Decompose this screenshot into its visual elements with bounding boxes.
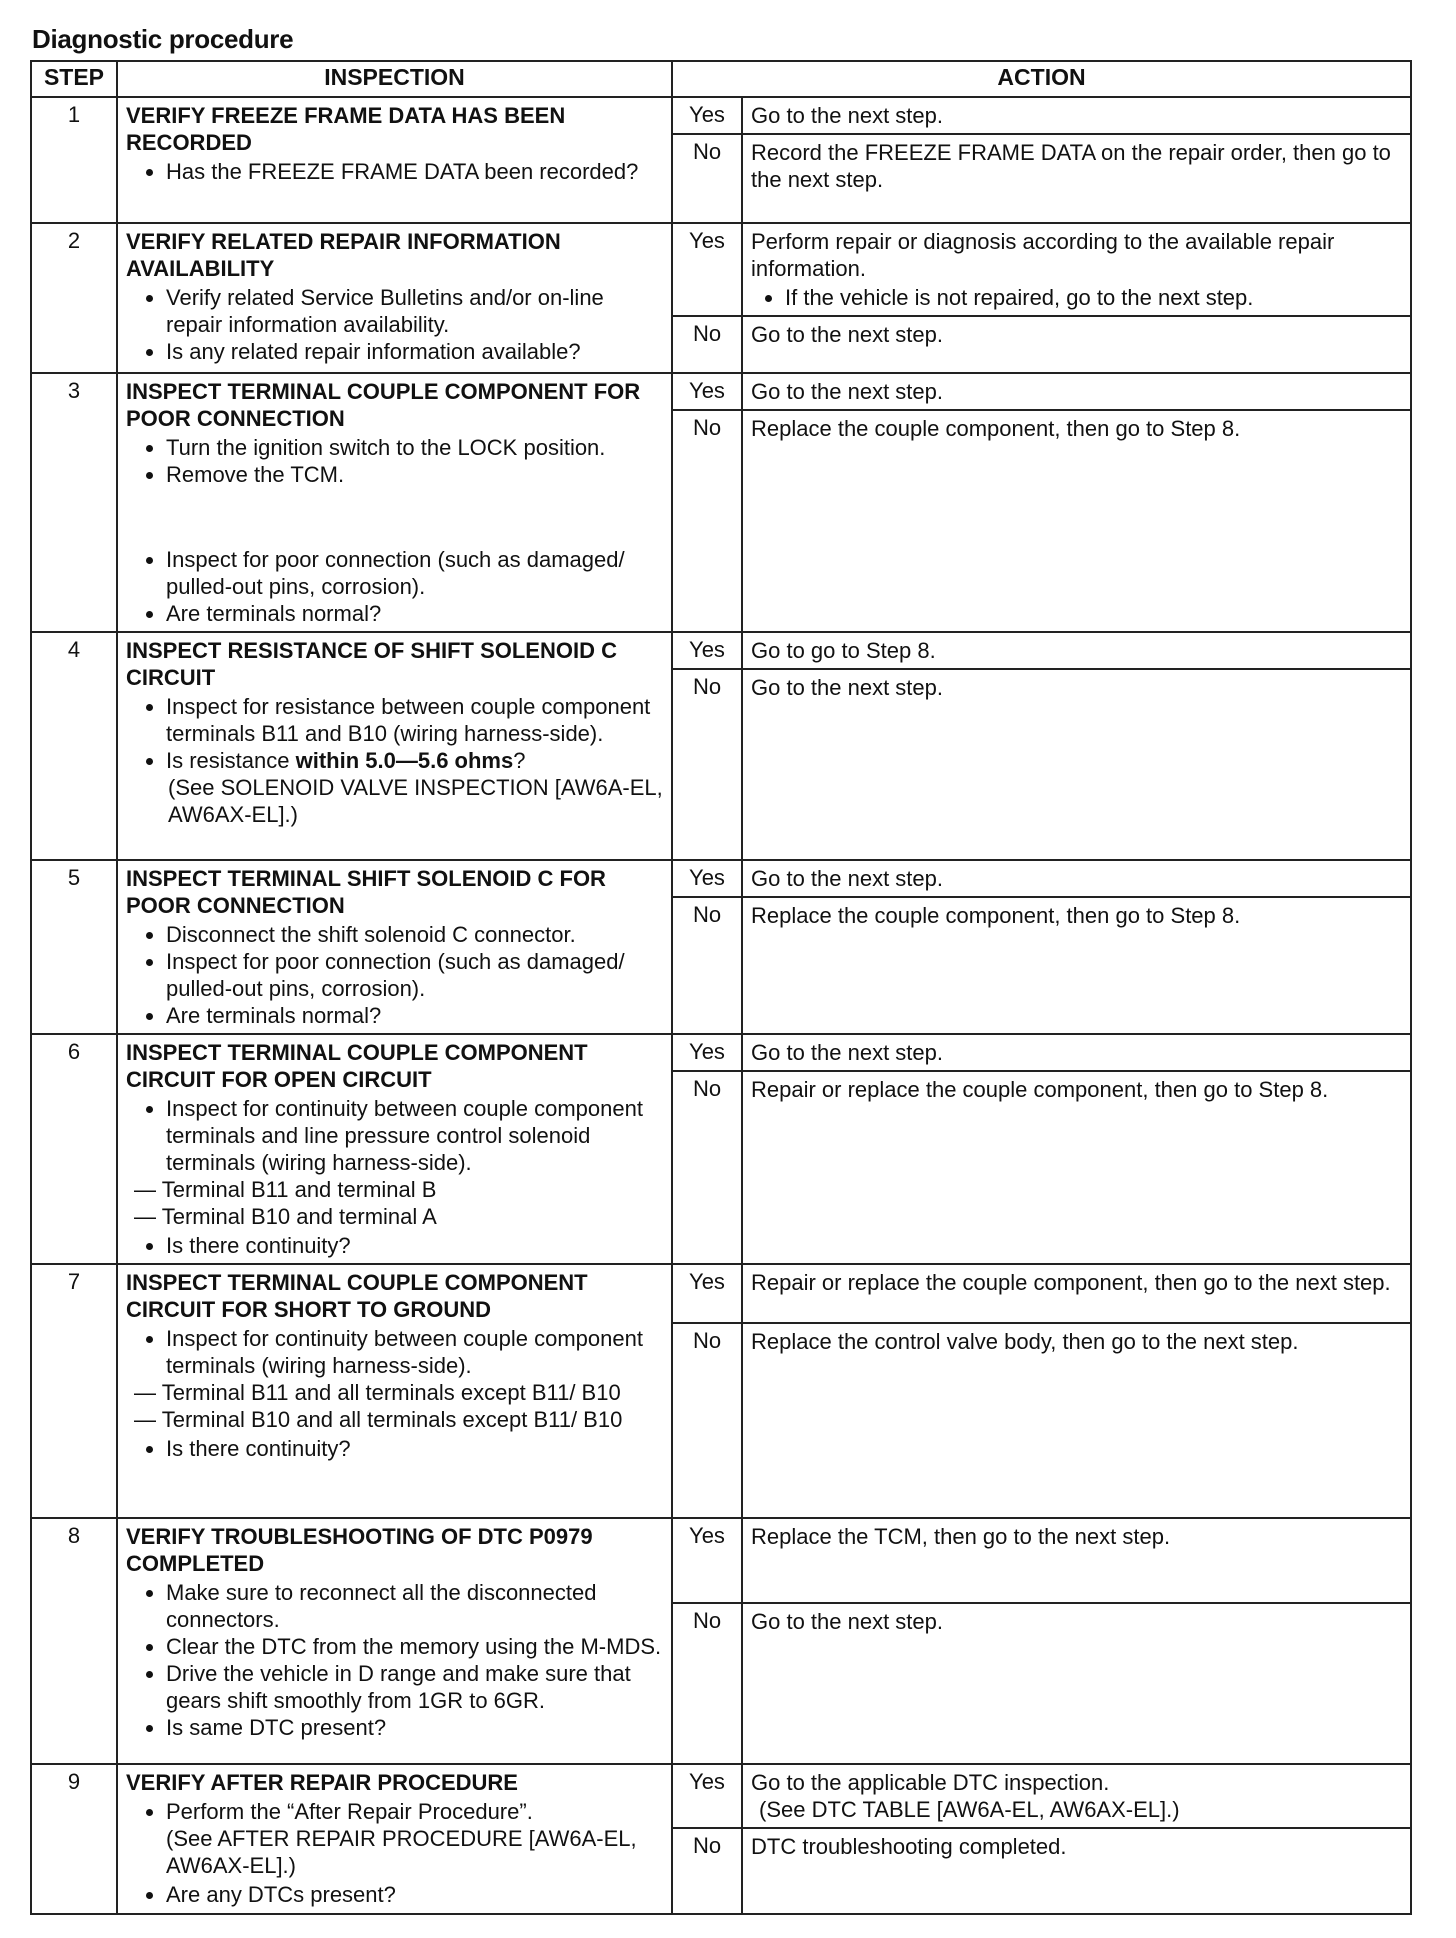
yes-action-cell <box>742 223 1411 316</box>
inspection-bullet: • Is any related repair information available? <box>166 338 665 365</box>
no-action: Go to the next step. <box>742 1603 1411 1764</box>
yes-action-cell <box>742 1764 1411 1828</box>
table-row <box>31 632 1411 669</box>
step-number: 1 <box>31 97 117 223</box>
table-row <box>31 1264 1411 1323</box>
step-heading: INSPECT TERMINAL COUPLE COMPONENT CIRCUIT FOR SHORT TO GROUND <box>126 1270 588 1322</box>
step-heading: VERIFY TROUBLESHOOTING OF DTC P0979 COMPLETED <box>126 1524 593 1576</box>
table-header-row <box>31 61 1411 97</box>
step-heading: INSPECT TERMINAL SHIFT SOLENOID C FOR POOR CONNECTION <box>126 866 606 918</box>
yes-label: Yes <box>672 1518 742 1603</box>
inspection-bullet: • Are any DTCs present? <box>166 1881 665 1908</box>
inspection-bullet <box>166 747 665 774</box>
no-action: Replace the control valve body, then go to the next step. <box>742 1323 1411 1518</box>
step-number: 5 <box>31 860 117 1034</box>
column-header-action: ACTION <box>672 61 1411 97</box>
inspection-bullet: • Inspect for continuity between couple component terminals (wiring harness-side). <box>166 1325 665 1379</box>
yes-action: Go to the next step. <box>742 97 1411 134</box>
no-label: No <box>672 1828 742 1914</box>
terminal-pair: — Terminal B11 and terminal B <box>134 1177 437 1202</box>
reference-note: (See DTC TABLE [AW6A-EL, AW6AX-EL].) <box>759 1797 1180 1822</box>
no-action: Go to the next step. <box>742 316 1411 373</box>
step-number: 7 <box>31 1264 117 1518</box>
inspection-cell <box>117 1264 672 1518</box>
inspection-bullet: • Inspect for poor connection (such as damaged/ pulled-out pins, corrosion). <box>166 546 665 600</box>
step-heading: INSPECT TERMINAL COUPLE COMPONENT FOR POOR CONNECTION <box>126 379 641 431</box>
inspection-bullet: • Inspect for continuity between couple component terminals and line pressure control solenoid terminals (wiring harness-side). <box>166 1095 665 1176</box>
step-heading: VERIFY AFTER REPAIR PROCEDURE <box>126 1770 518 1795</box>
inspection-bullet: • Disconnect the shift solenoid C connector. <box>166 921 665 948</box>
no-label: No <box>672 1603 742 1764</box>
bullet-text: Is resistance <box>166 748 296 773</box>
no-action: DTC troubleshooting completed. <box>742 1828 1411 1914</box>
inspection-bullet: • Turn the ignition switch to the LOCK position. <box>166 434 665 461</box>
yes-label: Yes <box>672 860 742 897</box>
inspection-cell <box>117 223 672 373</box>
inspection-cell <box>117 1518 672 1764</box>
yes-action: Go to the next step. <box>742 860 1411 897</box>
no-label: No <box>672 897 742 1034</box>
inspection-bullet: • Drive the vehicle in D range and make sure that gears shift smoothly from 1GR to 6GR. <box>166 1660 665 1714</box>
table-row <box>31 373 1411 410</box>
inspection-bullet: • Are terminals normal? <box>166 600 665 627</box>
inspection-bullet: • Are terminals normal? <box>166 1002 665 1029</box>
yes-action: Go to the next step. <box>742 373 1411 410</box>
step-heading: INSPECT RESISTANCE OF SHIFT SOLENOID C CIRCUIT <box>126 638 617 690</box>
no-action: Replace the couple component, then go to Step 8. <box>742 410 1411 632</box>
inspection-cell <box>117 373 672 632</box>
no-label: No <box>672 134 742 223</box>
step-number: 9 <box>31 1764 117 1914</box>
no-action: Repair or replace the couple component, then go to Step 8. <box>742 1071 1411 1264</box>
inspection-bullet: • Perform the “After Repair Procedure”. <box>166 1798 665 1825</box>
table-row <box>31 1034 1411 1071</box>
yes-label: Yes <box>672 97 742 134</box>
action-bullet: • If the vehicle is not repaired, go to the next step. <box>785 284 1404 311</box>
inspection-bullet: • Clear the DTC from the memory using the M-MDS. <box>166 1633 665 1660</box>
table-row <box>31 97 1411 134</box>
step-number: 3 <box>31 373 117 632</box>
yes-label: Yes <box>672 1034 742 1071</box>
no-action: Record the FREEZE FRAME DATA on the repair order, then go to the next step. <box>742 134 1411 223</box>
terminal-pair: — Terminal B10 and all terminals except B11/ B10 <box>134 1407 623 1432</box>
inspection-bullet: • Is there continuity? <box>166 1435 665 1462</box>
step-number: 8 <box>31 1518 117 1764</box>
yes-action: Perform repair or diagnosis according to the available repair information. <box>751 229 1335 281</box>
table-row <box>31 223 1411 316</box>
table-row <box>31 860 1411 897</box>
step-number: 4 <box>31 632 117 860</box>
step-heading: VERIFY FREEZE FRAME DATA HAS BEEN RECORDED <box>126 103 566 155</box>
resistance-spec: within 5.0—5.6 ohms <box>295 748 514 773</box>
inspection-cell <box>117 1764 672 1914</box>
yes-label: Yes <box>672 223 742 316</box>
yes-action: Repair or replace the couple component, then go to the next step. <box>742 1264 1411 1323</box>
step-heading: VERIFY RELATED REPAIR INFORMATION AVAILABILITY <box>126 229 561 281</box>
inspection-bullet: • Inspect for poor connection (such as damaged/ pulled-out pins, corrosion). <box>166 948 665 1002</box>
yes-label: Yes <box>672 1264 742 1323</box>
reference-note: (See SOLENOID VALVE INSPECTION [AW6A-EL, AW6AX-EL].) <box>168 775 663 827</box>
step-number: 2 <box>31 223 117 373</box>
no-action: Go to the next step. <box>742 669 1411 860</box>
inspection-bullet: • Is there continuity? <box>166 1232 665 1259</box>
yes-action: Replace the TCM, then go to the next step. <box>742 1518 1411 1603</box>
inspection-cell <box>117 1034 672 1264</box>
page-title: Diagnostic procedure <box>32 24 294 54</box>
yes-action: Go to the applicable DTC inspection. <box>751 1770 1110 1795</box>
no-label: No <box>672 410 742 632</box>
spacer <box>126 488 665 544</box>
column-header-step: STEP <box>31 61 117 97</box>
inspection-bullet: • Make sure to reconnect all the disconnected connectors. <box>166 1579 665 1633</box>
no-label: No <box>672 1071 742 1264</box>
table-row <box>31 1518 1411 1603</box>
yes-label: Yes <box>672 632 742 669</box>
yes-action: Go to the next step. <box>742 1034 1411 1071</box>
yes-action: Go to go to Step 8. <box>742 632 1411 669</box>
no-label: No <box>672 669 742 860</box>
no-action: Replace the couple component, then go to Step 8. <box>742 897 1411 1034</box>
inspection-bullet: • Has the FREEZE FRAME DATA been recorded? <box>166 158 665 185</box>
inspection-cell <box>117 632 672 860</box>
reference-note: (See AFTER REPAIR PROCEDURE [AW6A-EL, AW6AX-EL].) <box>166 1826 637 1878</box>
step-heading: INSPECT TERMINAL COUPLE COMPONENT CIRCUIT FOR OPEN CIRCUIT <box>126 1040 588 1092</box>
inspection-bullet: • Is same DTC present? <box>166 1714 665 1741</box>
inspection-cell <box>117 860 672 1034</box>
inspection-bullet: • Remove the TCM. <box>166 461 665 488</box>
yes-label: Yes <box>672 373 742 410</box>
no-label: No <box>672 316 742 373</box>
no-label: No <box>672 1323 742 1518</box>
table-row <box>31 1764 1411 1828</box>
inspection-bullet: • Verify related Service Bulletins and/or on-line repair information availability. <box>166 284 665 338</box>
step-number: 6 <box>31 1034 117 1264</box>
diagnostic-procedure-table <box>30 60 1412 1915</box>
yes-label: Yes <box>672 1764 742 1828</box>
column-header-inspection: INSPECTION <box>117 61 672 97</box>
inspection-bullet: • Inspect for resistance between couple component terminals B11 and B10 (wiring harness-side). <box>166 693 665 747</box>
inspection-cell <box>117 97 672 223</box>
terminal-pair: — Terminal B11 and all terminals except B11/ B10 <box>134 1380 621 1405</box>
bullet-text: ? <box>513 748 526 773</box>
terminal-pair: — Terminal B10 and terminal A <box>134 1204 437 1229</box>
